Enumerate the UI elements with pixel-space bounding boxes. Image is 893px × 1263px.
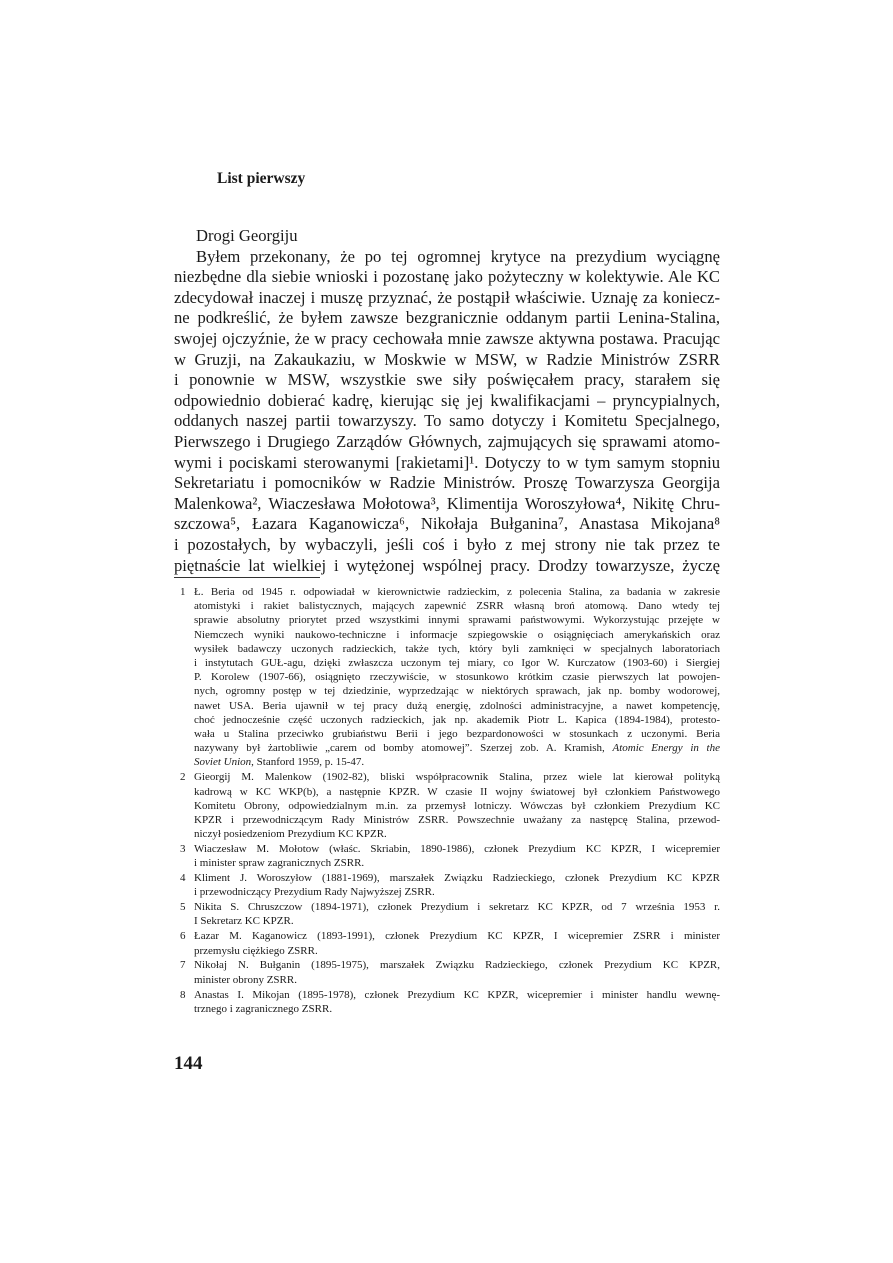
footnote-number: 5 [180, 901, 186, 914]
footnote-line: Anastas I. Mikojan (1895-1978), członek Prezydium KC KPZR, wicepremier i minister handlu wewnę- [194, 988, 720, 1001]
footnote-line: niczył posiedzeniom Prezydium KC KPZR. [194, 828, 387, 841]
footnote-line: Ł. Beria od 1945 r. odpowiadał w kierownictwie radzieckim, z polecenia Stalina, za badania w zakresie [194, 586, 720, 598]
footnote-line: Niemczech wyniki naukowo-techniczne i informacje szpiegowskie o osiągnięciach amerykańskich oraz [194, 628, 720, 641]
footnote-line: I Sekretarz KC KPZR. [194, 915, 294, 928]
footnote [174, 988, 720, 1016]
footnotes [174, 585, 720, 1017]
body-line: piętnaście lat wielkiej i wytężonej wspólnej pracy. Drodzy towarzysze, życzę [174, 555, 720, 575]
footnote-line: wysiłek badawczy uczonych radzieckich, także tych, który byli zamknięci w specjalnych laboratoriach [194, 642, 720, 655]
footnote-text: , Stanford 1959, p. 15-47. [251, 756, 365, 769]
body-line: niezbędne dla siebie wnioski i pozostanę jako pożyteczny w kolektywie. Ale KC [174, 267, 720, 287]
footnote [174, 842, 720, 870]
footnote-line: trznego i zagranicznego ZSRR. [194, 1002, 333, 1015]
footnote-number: 1 [180, 586, 186, 598]
body-line: Pierwszego i Drugiego Zarządów Głównych, zajmujących się sprawami atomo- [174, 431, 720, 451]
footnote-line: Kliment J. Woroszyłow (1881-1969), marszałek Związku Radzieckiego, członek Prezydium KC KPZR [194, 872, 720, 885]
footnote-divider [174, 577, 320, 578]
section-title: List pierwszy [217, 170, 306, 187]
footnote-line: i instytutach GUŁ-agu, dzięki zwłaszcza uczonym tej miary, co Igor W. Kurczatow (1903-60) i Siergiej [194, 657, 720, 670]
footnote-number: 2 [180, 771, 186, 784]
footnote-line: Nikita S. Chruszczow (1894-1971), członek Prezydium i sekretarz KC KPZR, od 7 września 1953 r. [194, 901, 720, 914]
footnote-line: Wiaczesław M. Mołotow (właśc. Skriabin, 1890-1986), członek Prezydium KC KPZR, I wicepremier [194, 843, 720, 856]
footnote-line: i minister spraw zagranicznych ZSRR. [194, 857, 365, 870]
body-line: w Gruzji, na Zakaukaziu, w Moskwie w MSW, w Radzie Ministrów ZSRR [174, 349, 720, 369]
footnote-number: 8 [180, 988, 186, 1001]
page-number: 144 [174, 1053, 203, 1074]
body-line: odpowiednio dobierać kadrę, kierując się jej kwalifikacjami – pryncypialnych, [174, 390, 720, 410]
footnote-number: 4 [180, 872, 186, 885]
footnote-line: sprawie absolutny priorytet przed wszystkimi innymi sprawami państwowymi. Wykorzystując przejęte w [194, 614, 720, 627]
body-line: szczowa⁵, Łazara Kaganowicza⁶, Nikołaja Bułganina⁷, Anastasa Mikojana⁸ [174, 514, 720, 534]
book-title: Atomic Energy in the [612, 742, 720, 755]
body-line: Sekretariatu i pomocników w Radzie Ministrów. Proszę Towarzysza Georgija [174, 473, 720, 493]
footnote-line: KPZR i przewodniczącym Rady Ministrów ZSRR. Powszechnie uważany za następcę Stalina, przewod- [194, 813, 720, 826]
footnote [174, 900, 720, 928]
body-line: i ponownie w MSW, wszystkie swe siły poświęcałem pracy, starałem się [174, 370, 720, 390]
book-title: Soviet Union [194, 756, 252, 769]
footnote-number: 6 [180, 930, 186, 943]
letter-body [174, 226, 720, 576]
footnote [174, 929, 720, 957]
footnote-line: choć jednocześnie część uczonych radzieckich, jak np. akademik Piotr L. Kapica (1894-1984), protesto- [194, 713, 720, 726]
body-line: Byłem przekonany, że po tej ogromnej krytyce na prezydium wyciągnę [196, 246, 720, 266]
footnote-line: nawet USA. Beria ujawnił w tej pracy dużą energię, zdolności administracyjne, a nawet kompetencję, [194, 699, 720, 712]
footnote-number: 3 [180, 843, 186, 856]
footnote [174, 871, 720, 899]
footnote-line: P. Korolew (1907-66), osiągnięto rzeczywiście, w stosunkowo krótkim czasie pierwszych lat powojen- [194, 671, 720, 684]
body-line: zdecydował inaczej i muszę przyznać, że postąpił właściwie. Uznaję za koniecz- [174, 287, 720, 307]
footnote-line: atomistyki i rakiet balistycznych, mających zapewnić ZSRR własną broń atomową. Dano wtedy tej [194, 600, 720, 613]
footnote-line: przemysłu ciężkiego ZSRR. [194, 944, 318, 957]
footnote-line: Łazar M. Kaganowicz (1893-1991), członek Prezydium KC KPZR, I wicepremier ZSRR i minister [194, 930, 720, 943]
footnote-line: Gieorgij M. Malenkow (1902-82), bliski współpracownik Stalina, przez wiele lat kierował polityką [194, 771, 720, 784]
footnote-line [194, 755, 720, 769]
body-line: swojej ojczyźnie, że w pracy cechowała mnie zawsze aktywna postawa. Pracując [174, 328, 720, 348]
footnote-line: Komitetu Obrony, odpowiedzialnym m.in. za przemysł lotniczy. Wówczas był członkiem Prezydium KC [194, 799, 720, 812]
body-line: oddanych naszej partii towarzyszy. To samo dotyczy i Komitetu Specjalnego, [174, 411, 720, 431]
footnote-line: wała u Stalina przeciwko grubiaństwu Berii i jego bezpardonowości w stosunkach z uczonymi. Beria [194, 728, 720, 741]
footnote-line [194, 741, 720, 755]
salutation: Drogi Georgiju [196, 226, 298, 245]
footnote [174, 958, 720, 986]
footnote-number: 7 [180, 959, 186, 972]
body-line: Malenkowa², Wiaczesława Mołotowa³, Klimentija Woroszyłowa⁴, Nikitę Chru- [174, 493, 720, 513]
footnote-line: Nikołaj N. Bułganin (1895-1975), marszałek Związku Radzieckiego, członek Prezydium KC KPZR, [194, 959, 720, 972]
body-line: wymi i pociskami sterowanymi [rakietami]¹. Dotyczy to w tym samym stopniu [174, 452, 720, 472]
footnote-line: kadrową w KC WKP(b), a następnie KPZR. W czasie II wojny światowej był członkiem Państwowego [194, 785, 720, 798]
footnote [174, 585, 720, 770]
footnote-text: nazywany był żartobliwie „carem od bomby atomowej”. Szerzej zob. A. Kramish, [194, 742, 613, 755]
footnote-line: nych, ogromny postęp w tej dziedzinie, wyprzedzając w niektórych sprawach, jak np. bomby wodorowej, [194, 685, 720, 698]
footnote [174, 770, 720, 841]
body-line: ne podkreślić, że byłem zawsze bezgranicznie oddanym partii Lenina-Stalina, [174, 308, 720, 328]
footnote-line: i przewodniczący Prezydium Rady Najwyższej ZSRR. [194, 886, 435, 899]
footnote-line: minister obrony ZSRR. [194, 973, 297, 986]
body-line: i pozostałych, by wybaczyli, jeśli coś i było z mej strony nie tak przez te [174, 534, 720, 554]
